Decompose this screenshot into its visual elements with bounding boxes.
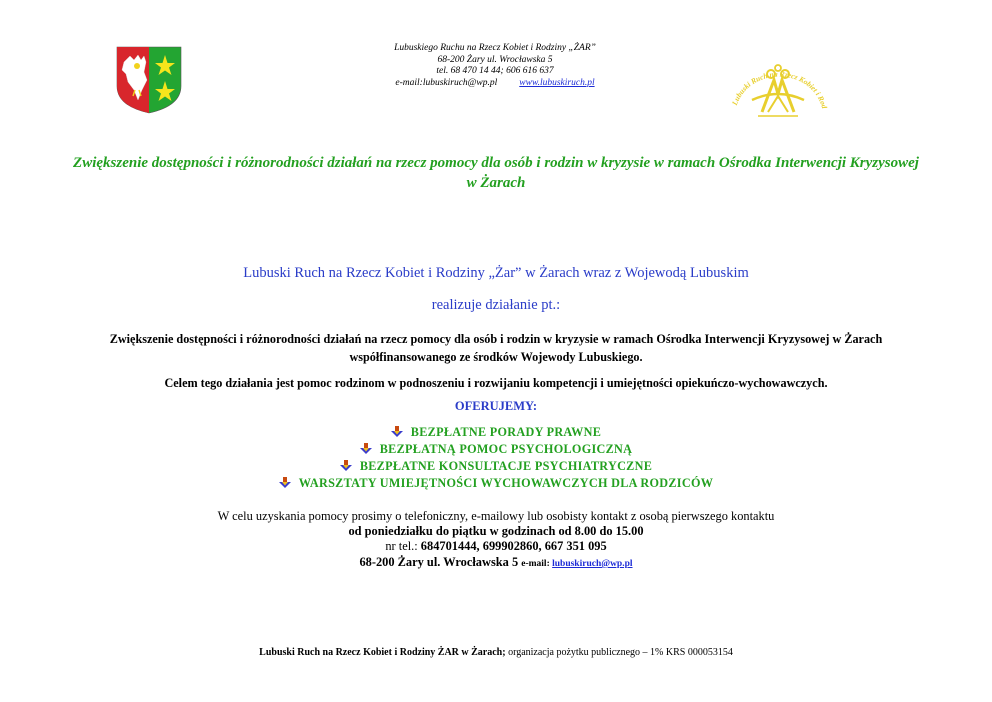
header-address-block	[330, 43, 660, 89]
down-arrow-bullet-icon	[340, 460, 352, 471]
contact-intro: W celu uzyskania pomocy prosimy o telefoniczny, e-mailowy lub osobisty kontakt z osobą pierwszego kontaktu	[217, 509, 775, 523]
offer-item-label: BEZPŁATNE PORADY PRAWNE	[410, 425, 602, 439]
address-line	[90, 555, 902, 570]
phone-prefix: nr tel.:	[385, 539, 421, 553]
action-title: Zwiększenie dostępności i różnorodności działań na rzecz pomocy dla osób i rodzin w kryzysie w ramach Ośrodka Interwencji Kryzysowej w Żarach współfinansowanego ze środków Wojewody Lubuskiego.	[109, 332, 883, 364]
logo-arc-text: Lubuski Ruch na Rzecz Kobiet i Rod	[729, 69, 830, 110]
header-website-link[interactable]: www.lubuskiruch.pl	[519, 77, 595, 88]
offer-item	[90, 441, 902, 458]
phone-numbers: 684701444, 699902860, 667 351 095	[420, 539, 607, 553]
intro-line: Lubuski Ruch na Rzecz Kobiet i Rodziny „Żar” w Żarach wraz z Wojewodą Lubuskim	[243, 265, 749, 281]
offer-item	[90, 424, 902, 441]
offer-list	[90, 424, 902, 492]
offer-heading: OFERUJEMY:	[454, 399, 538, 413]
footer	[90, 647, 902, 658]
header-email: e-mail:lubuskiruch@wp.pl	[395, 77, 498, 88]
lubuskie-coat-of-arms-logo	[116, 46, 182, 114]
header-address-line: 68-200 Żary ul. Wrocławska 5	[437, 54, 553, 65]
footer-org-info: organizacja pożytku publicznego – 1% KRS 000053154	[505, 647, 733, 658]
offer-item	[90, 458, 902, 475]
down-arrow-bullet-icon	[360, 443, 372, 454]
offer-item-label: BEZPŁATNE KONSULTACJE PSYCHIATRYCZNE	[359, 459, 653, 473]
down-arrow-bullet-icon	[279, 477, 291, 488]
intro-subline: realizuje działanie pt.:	[431, 297, 561, 313]
main-title: Zwiększenie dostępności i różnorodności działań na rzecz pomocy dla osób i rodzin w kryzysie w ramach Ośrodka Interwencji Kryzysowej w Żarach	[73, 155, 919, 191]
email-label: e-mail:	[521, 559, 553, 569]
offer-item-label: WARSZTATY UMIEJĘTNOŚCI WYCHOWAWCZYCH DLA RODZICÓW	[298, 476, 714, 490]
offer-item-label: BEZPŁATNĄ POMOC PSYCHOLOGICZNĄ	[379, 442, 633, 456]
email-link[interactable]: lubuskiruch@wp.pl	[552, 559, 633, 569]
offer-item	[90, 475, 902, 492]
down-arrow-bullet-icon	[391, 426, 403, 437]
postal-address: 68-200 Żary ul. Wrocławska 5	[359, 555, 522, 569]
footer-org-name: Lubuski Ruch na Rzecz Kobiet i Rodziny ŻAR w Żarach;	[259, 647, 506, 658]
header-address-line: Lubuskiego Ruchu na Rzecz Kobiet i Rodziny „ŻAR”	[394, 43, 596, 53]
goal-statement: Celem tego działania jest pomoc rodzinom w podnoszeniu i rozwijaniu kompetencji i umiejętności opiekuńczo-wychowawczych.	[164, 376, 828, 390]
zar-organization-logo	[722, 38, 834, 126]
office-hours: od poniedziałku do piątku w godzinach od 8.00 do 15.00	[348, 524, 644, 538]
phone-line	[90, 539, 902, 554]
header-address-line: tel. 68 470 14 44; 606 616 637	[436, 66, 554, 76]
header-contact-line	[330, 78, 660, 90]
